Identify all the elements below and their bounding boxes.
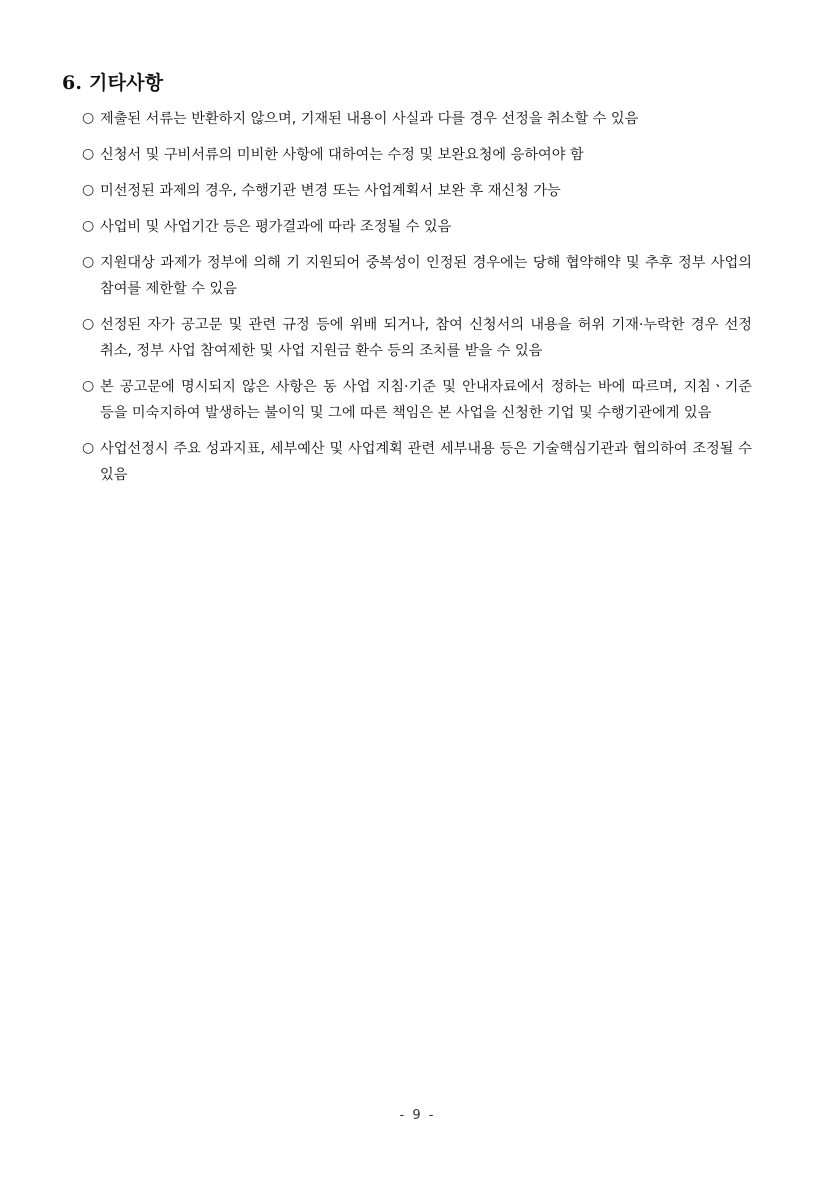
list-item [62, 214, 752, 240]
list-item [62, 374, 752, 426]
list-item-text: 선정된 자가 공고문 및 관련 규정 등에 위배 되거나, 참여 신청서의 내용을 허위 기재·누락한 경우 선정 취소, 정부 사업 참여제한 및 사업 지원금 환수 등의 조치를 받을 수 있음 [100, 317, 752, 359]
notice-list [62, 106, 752, 488]
list-item [62, 436, 752, 488]
list-item-text: 사업비 및 사업기간 등은 평가결과에 따라 조정될 수 있음 [100, 219, 452, 235]
list-item [62, 250, 752, 302]
list-item [62, 312, 752, 364]
circle-bullet-icon: ○ [82, 254, 95, 270]
list-item-text: 지원대상 과제가 정부에 의해 기 지원되어 중복성이 인정된 경우에는 당해 협약해약 및 추후 정부 사업의 참여를 제한할 수 있음 [100, 255, 752, 297]
list-item [62, 142, 752, 168]
list-item [62, 178, 752, 204]
section-title: 6. 기타사항 [62, 72, 164, 94]
list-item-text: 제출된 서류는 반환하지 않으며, 기재된 내용이 사실과 다를 경우 선정을 취소할 수 있음 [100, 111, 639, 127]
page-number: - 9 - [399, 1108, 436, 1123]
circle-bullet-icon: ○ [82, 218, 95, 234]
circle-bullet-icon: ○ [82, 378, 95, 394]
circle-bullet-icon: ○ [82, 316, 95, 332]
circle-bullet-icon: ○ [82, 110, 95, 126]
list-item-text: 미선정된 과제의 경우, 수행기관 변경 또는 사업계획서 보완 후 재신청 가능 [100, 183, 561, 199]
circle-bullet-icon: ○ [82, 440, 95, 456]
circle-bullet-icon: ○ [82, 146, 95, 162]
etc-section [62, 70, 752, 498]
list-item-text: 사업선정시 주요 성과지표, 세부예산 및 사업계획 관련 세부내용 등은 기술핵심기관과 협의하여 조정될 수 있음 [100, 441, 752, 483]
list-item-text: 본 공고문에 명시되지 않은 사항은 동 사업 지침·기준 및 안내자료에서 정하는 바에 따르며, 지침ㆍ기준 등을 미숙지하여 발생하는 불이익 및 그에 따른 책임은 본 사업을 신청한 기업 및 수행기관에게 있음 [100, 379, 752, 421]
list-item [62, 106, 752, 132]
circle-bullet-icon: ○ [82, 182, 95, 198]
list-item-text: 신청서 및 구비서류의 미비한 사항에 대하여는 수정 및 보완요청에 응하여야 함 [100, 147, 584, 163]
